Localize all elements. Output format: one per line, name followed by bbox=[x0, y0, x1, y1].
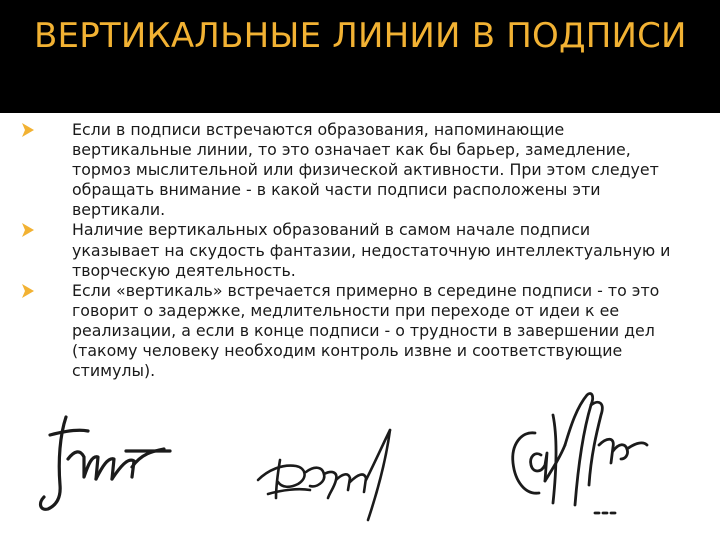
arrowhead-right-icon bbox=[22, 284, 34, 298]
signature-sample-right bbox=[495, 385, 665, 525]
arrowhead-right-icon bbox=[22, 123, 34, 137]
slide-title: ВЕРТИКАЛЬНЫЕ ЛИНИИ В ПОДПИСИ bbox=[34, 16, 687, 56]
bullet-text: Если «вертикаль» встречается примерно в середине подписи - то это говорит о задержке, медлительности при переходе от идеи к ее реализации, а если в конце подписи - о трудности в завершении дел (такому человеку необходим контроль извне и соответствующие стимулы). bbox=[72, 280, 660, 381]
signature-sample-middle bbox=[250, 420, 410, 530]
bullet-text: Если в подписи встречаются образования, напоминающие вертикальные линии, то это означает как бы барьер, замедление, тормоз мыслительной или физической активности. При этом следует обращать внимание - в какой части подписи расположены эти вертикали. bbox=[72, 120, 659, 220]
arrowhead-right-icon bbox=[22, 223, 34, 237]
bullet-item bbox=[22, 220, 672, 280]
bullet-text: Наличие вертикальных образований в самом начале подписи указывает на скудость фантазии, недостаточную интеллектуальную и творческую деятельность. bbox=[72, 220, 671, 280]
bullet-item bbox=[22, 120, 672, 220]
bullet-list bbox=[22, 120, 672, 381]
title-bar bbox=[0, 0, 720, 113]
bullet-item bbox=[22, 281, 672, 381]
signature-sample-left bbox=[30, 405, 180, 515]
